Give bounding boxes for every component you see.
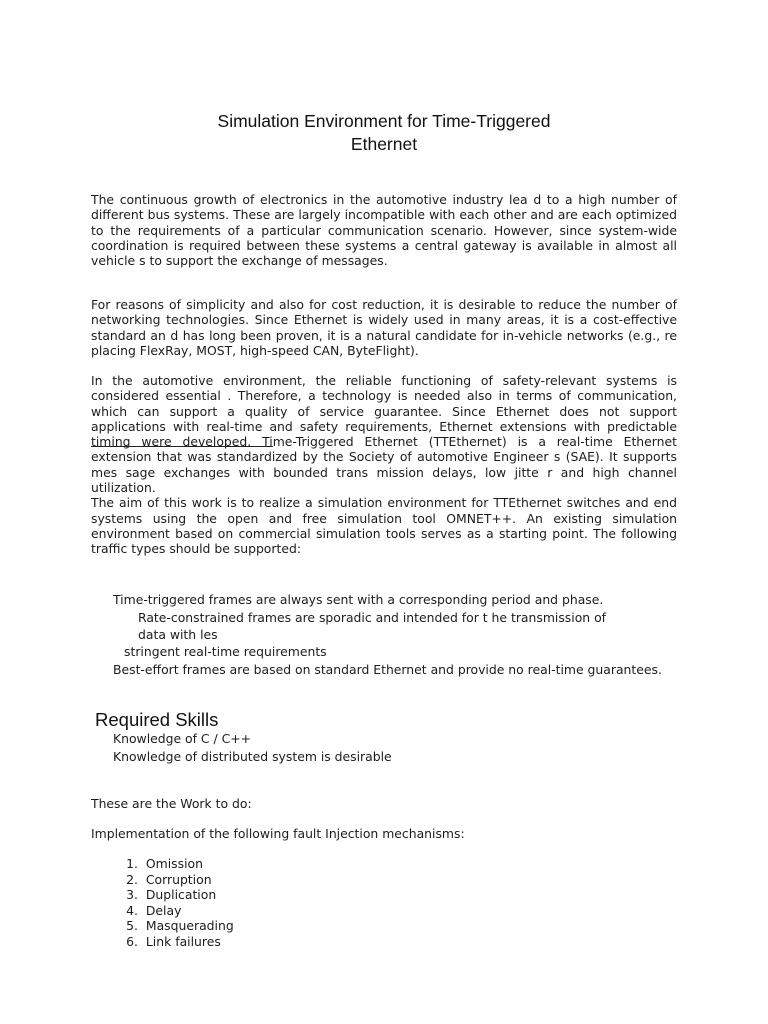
traffic-best-effort: Best-effort frames are based on standard Ethernet and provide no real-time guarantees. xyxy=(113,662,662,677)
paragraph-3: In the automotive environment, the reliable functioning of safety-relevant systems is considered essential . Therefore, a technology is needed also in terms of communication, which can support a quality of service guarantee. Since Ethernet does not support applications with real-time and safety requirements, Ethernet extensions with predictable timing were developed. Time-Triggered Ethernet (TTEthernet) is a real-time Ethernet extension that was standardized by the Society of automotive Engineer s (SAE). It supports mes sage exchanges with bounded trans mission delays, low jitte r and high channel utilization. xyxy=(91,373,677,496)
skill-item: Knowledge of distributed system is desirable xyxy=(113,749,392,764)
list-item: 5. Masquerading xyxy=(126,918,234,934)
traffic-rate-constrained-1: Rate-constrained frames are sporadic and intended for t he transmission of xyxy=(138,610,607,625)
list-item: 2. Corruption xyxy=(126,871,212,887)
list-item: 6. Link failures xyxy=(126,933,221,949)
traffic-rate-constrained-2: data with les xyxy=(138,627,218,642)
title-line-2: Ethernet xyxy=(350,134,418,154)
list-item: 4. Delay xyxy=(126,902,182,918)
skill-item: Knowledge of C / C++ xyxy=(113,731,252,746)
traffic-time-triggered: Time-triggered frames are always sent with a corresponding period and phase. xyxy=(113,592,604,607)
paragraph-automotive xyxy=(91,373,677,557)
list-item: 1. Omission xyxy=(126,856,203,871)
fault-mechanism-list xyxy=(113,856,234,950)
paragraph-simplicity xyxy=(91,297,677,358)
paragraph-intro xyxy=(91,192,677,268)
skills-heading: Required Skills xyxy=(95,709,219,730)
text-underline xyxy=(91,446,273,447)
title-line-1: Simulation Environment for Time-Triggered xyxy=(217,111,551,131)
traffic-rate-constrained-3: stringent real-time requirements xyxy=(124,644,327,659)
work-intro: These are the Work to do: xyxy=(91,796,252,811)
paragraph-4: The aim of this work is to realize a simulation environment for TTEthernet switches and end systems using the open and free simulation tool OMNET++. An existing simulation environment based on commercial simulation tools serves as a starting point. The following traffic types should be supported: xyxy=(91,495,677,557)
list-item: 3. Duplication xyxy=(126,887,217,903)
fault-intro: Implementation of the following fault Injection mechanisms: xyxy=(91,826,465,841)
paragraph-1: The continuous growth of electronics in the automotive industry lea d to a high number of different bus systems. These are largely incompatible with each other and are each optimized to the requirements of a particular communication scenario. However, since system-wide coordination is required between these systems a central gateway is available in almost all vehicle s to support the exchange of messages. xyxy=(91,192,677,269)
paragraph-2: For reasons of simplicity and also for cost reduction, it is desirable to reduce the number of networking technologies. Since Ethernet is widely used in many areas, it is a cost-effective standard an d has long been proven, it is a natural candidate for in-vehicle networks (e.g., re placing FlexRay, MOST, high-speed CAN, ByteFlight). xyxy=(91,297,677,358)
document-title xyxy=(90,110,678,156)
